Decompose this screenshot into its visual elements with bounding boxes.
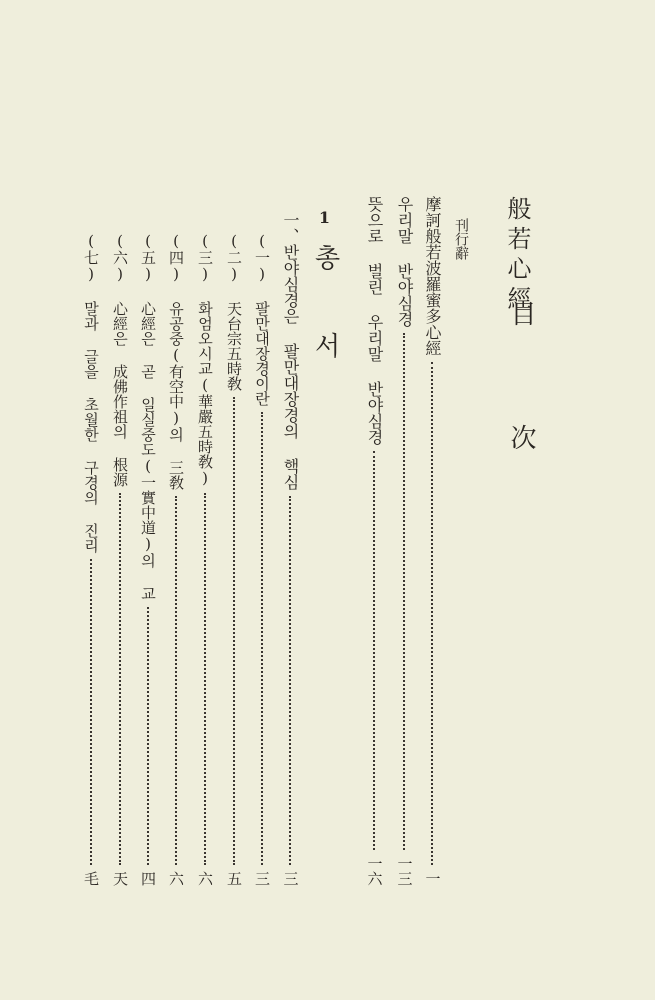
dot-leader — [90, 559, 92, 865]
entry-label: (五) 心經은 곧 일실중도(一實中道)의 교 — [139, 232, 157, 601]
page-number: 三 — [253, 871, 271, 886]
entry-label: (三) 화엄오시교(華嚴五時敎) — [196, 232, 214, 487]
dot-leader — [431, 362, 433, 865]
book-title: 般若心經 — [503, 196, 531, 316]
dot-leader — [233, 397, 235, 865]
dot-leader — [403, 333, 405, 850]
entry-label: (四) 유공중(有空中)의 三敎 — [167, 232, 185, 490]
entry-label: (六) 心經은 成佛作祖의 根源 — [111, 232, 129, 487]
toc-entry-heart-sutra[interactable] — [424, 196, 440, 886]
section-number: 1 — [315, 208, 334, 227]
page-number: 六 — [196, 871, 214, 886]
entry-label: 一、반야심경은 팔만대장경의 핵심 — [281, 212, 300, 490]
entry-label: (一) 팔만대장경이란 — [253, 232, 271, 406]
page-number: 五 — [225, 871, 243, 886]
toc-subentry-1[interactable] — [254, 232, 269, 886]
page-number: 天 — [111, 871, 129, 886]
toc-entry-chapter-1[interactable] — [282, 212, 298, 886]
page-number: 一六 — [365, 856, 384, 886]
toc-entry-explained-sutra[interactable] — [366, 196, 382, 886]
page-number: 四 — [139, 871, 157, 886]
entry-label: 摩訶般若波羅蜜多心經 — [423, 196, 442, 356]
dot-leader — [147, 607, 149, 865]
toc-heading: 目 次 — [506, 300, 536, 484]
page-number: 一 — [423, 871, 442, 886]
section-title: 총 서 — [310, 244, 340, 374]
toc-subentry-2[interactable] — [226, 232, 241, 886]
entry-label: 뜻으로 벌린 우리말 반야심경 — [365, 196, 384, 445]
dot-leader — [175, 496, 177, 865]
entry-label: (七) 말과 글을 초월한 구경의 진리 — [82, 232, 100, 553]
toc-subentry-5[interactable] — [140, 232, 155, 886]
dot-leader — [261, 412, 263, 865]
toc-entry-korean-sutra[interactable] — [396, 196, 412, 886]
dot-leader — [119, 493, 121, 865]
entry-label: 우리말 반야심경 — [395, 196, 414, 327]
entry-label: (二) 天台宗五時敎 — [225, 232, 243, 391]
toc-subentry-3[interactable] — [197, 232, 212, 886]
toc-subentry-4[interactable] — [168, 232, 183, 886]
page-number: 毛 — [82, 871, 100, 886]
toc-subentry-7[interactable] — [83, 232, 98, 886]
dot-leader — [204, 493, 206, 865]
dot-leader — [373, 451, 375, 850]
toc-subentry-6[interactable] — [112, 232, 127, 886]
page-number: 六 — [167, 871, 185, 886]
toc-entry-preface[interactable] — [454, 218, 468, 260]
entry-label: 刊行辭 — [453, 218, 469, 260]
dot-leader — [289, 496, 291, 865]
page-number: 一三 — [395, 856, 414, 886]
page-number: 三 — [281, 871, 300, 886]
